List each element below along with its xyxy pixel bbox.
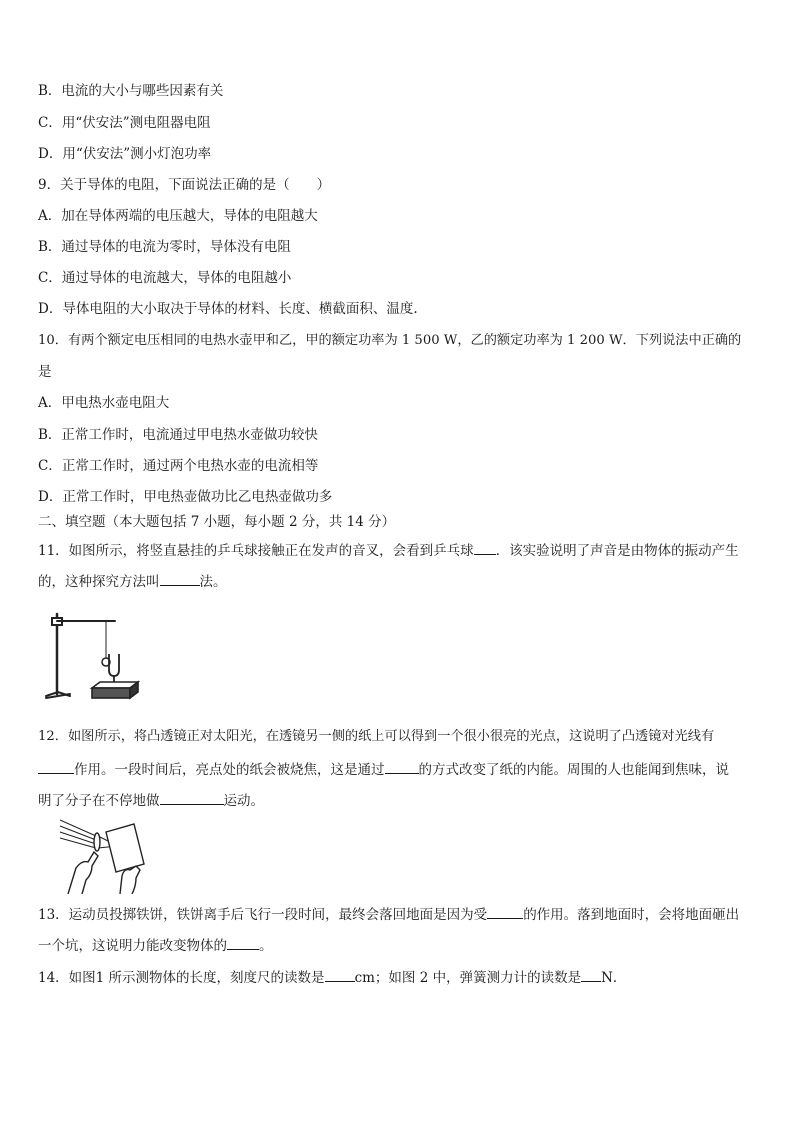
q13-line2 — [38, 936, 273, 955]
q12-blank-1 — [38, 760, 74, 774]
q12-line3 — [38, 791, 264, 810]
q9-option-b: B．通过导体的电流为零时，导体没有电阻 — [38, 239, 291, 255]
q12-blank-2 — [385, 760, 419, 774]
q13-blank-1 — [487, 905, 523, 919]
q10-stem-line2: 是 — [38, 364, 52, 380]
q11-line1 — [38, 541, 739, 560]
q13-text-a: 13．运动员投掷铁饼，铁饼离手后飞行一段时间，最终会落回地面是因为受 — [38, 907, 488, 923]
q14-text-b: cm；如图 2 中，弹簧测力计的读数是 — [354, 970, 582, 986]
q14-text-c: N． — [601, 970, 627, 986]
q10-stem-line1: 10．有两个额定电压相同的电热水壶甲和乙，甲的额定功率为 1 500 W，乙的额定功率为 1 200 W．下列说法中正确的 — [38, 333, 742, 348]
q13-text-c: 一个坑，这说明力能改变物体的 — [38, 938, 227, 954]
q10-option-d: D．正常工作时，甲电热壶做功比乙电热壶做功多 — [38, 489, 333, 505]
q10-option-c: C．正常工作时，通过两个电热水壶的电流相等 — [38, 458, 319, 474]
q12-text-c: 的方式改变了纸的内能。周围的人也能闻到焦味，说 — [418, 762, 729, 778]
q13-blank-2 — [227, 936, 259, 950]
q14-blank-1 — [325, 968, 355, 982]
q11-blank-2 — [160, 572, 200, 586]
q10-option-b: B．正常工作时，电流通过甲电热水壶做功较快 — [38, 427, 318, 443]
q8-option-d: D．用“伏安法”测小灯泡功率 — [38, 146, 212, 162]
q10-option-a: A．甲电热水壶电阻大 — [38, 395, 170, 411]
q14-line — [38, 968, 626, 987]
q11-text-d: 法。 — [199, 574, 227, 590]
q14-blank-2 — [581, 968, 601, 982]
q11-text-c: 的，这种探究方法叫 — [38, 574, 160, 590]
q9-stem: 9．关于导体的电阻，下面说法正确的是（ ） — [38, 177, 331, 193]
q9-option-a: A．加在导体两端的电压越大，导体的电阻越大 — [38, 208, 318, 224]
q12-text-b: 作用。一段时间后，亮点处的纸会被烧焦，这是通过 — [74, 762, 385, 778]
q14-text-a: 14．如图1 所示测物体的长度，刻度尺的读数是 — [38, 970, 325, 986]
q11-line2 — [38, 572, 227, 591]
q12-blank-3 — [160, 791, 224, 805]
q9-option-c: C．通过导体的电流越大，导体的电阻越小 — [38, 270, 292, 286]
q13-text-d: 。 — [259, 938, 273, 954]
q13-line1 — [38, 905, 739, 924]
section-heading: 二、填空题（本大题包括 7 小题，每小题 2 分，共 14 分） — [38, 514, 396, 530]
q8-option-c: C．用“伏安法”测电阻器电阻 — [38, 115, 211, 131]
q11-text-b: ．该实验说明了声音是由物体的振动产生 — [495, 543, 739, 559]
q8-option-b: B．电流的大小与哪些因素有关 — [38, 83, 224, 99]
q13-text-b: 的作用。落到地面时，会将地面砸出 — [523, 907, 740, 923]
q11-blank-1 — [474, 541, 496, 555]
q12-line2 — [38, 760, 729, 779]
q12-line1: 12．如图所示，将凸透镜正对太阳光，在透镜另一侧的纸上可以得到一个很小很亮的光点，这说明了凸透镜对光线有 — [38, 729, 715, 744]
convex-lens-figure — [58, 816, 148, 894]
q11-text-a: 11．如图所示，将竖直悬挂的乒乓球接触正在发声的音叉，会看到乒乓球 — [38, 543, 474, 559]
q12-text-e: 运动。 — [223, 793, 264, 809]
q12-text-d: 明了分子在不停地做 — [38, 793, 160, 809]
tuning-fork-figure — [40, 604, 140, 704]
q9-option-d: D．导体电阻的大小取决于导体的材料、长度、横截面积、温度. — [38, 301, 418, 317]
